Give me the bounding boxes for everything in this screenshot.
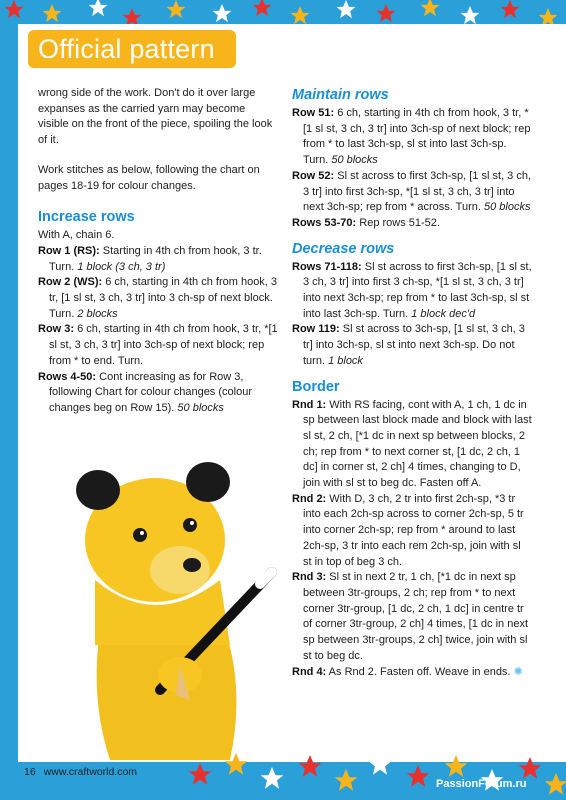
yarn-ball-icon: ✺ bbox=[513, 665, 523, 678]
watermark: PassionForum.ru bbox=[436, 778, 527, 790]
footer-website-link[interactable]: www.craftworld.com bbox=[43, 766, 138, 778]
page-footer bbox=[24, 766, 137, 778]
increase-rows-heading: Increase rows bbox=[38, 209, 135, 226]
intro-paragraph-2: Work stitches as below, following the chart on pages 18-19 for colour changes. bbox=[38, 163, 260, 192]
pattern-row: Row 1 (RS): Starting in 4th ch from hook, 3 tr. Turn. 1 block (3 ch, 3 tr) bbox=[38, 244, 262, 273]
pattern-row: Row 52: Sl st across to first 3ch-sp, [1 sl st, 3 ch, 3 tr] into first 3ch-sp, *[1 sl st, 3 ch, 3 tr] into next 3ch-sp; rep from * across. Turn. 50 blocks bbox=[292, 169, 532, 214]
pattern-row: Rnd 1: With RS facing, cont with A, 1 ch, 1 dc in sp between last block made and block with last sl st, 2 ch, [*1 dc in next sp between blocks, 2 ch; rep from * to next corner st, [1 dc, 2 ch, 1 dc] in corner st, 2 ch] 4 times, changing to D, join with sl st to beg dc. Fasten off A. bbox=[292, 398, 532, 490]
pattern-row: Rnd 4: As Rnd 2. Fasten off. Weave in ends. ✺ bbox=[292, 665, 523, 678]
pattern-row: Row 3: 6 ch, starting in 4th ch from hook, 3 tr, *[1 sl st, 3 ch, 3 tr] into 3ch-sp of next block; rep from * to end. Turn. bbox=[38, 323, 278, 367]
pattern-row: Rnd 3: Sl st in next 2 tr, 1 ch, [*1 dc in next sp between 3tr-groups, 2 ch; rep from * to next corner 3tr-group, [1 dc, 2 ch, 1 dc] in centre tr of corner 3tr-group, 2 ch] 4 times, [1 dc in next sp between 3tr-groups, 2 ch] twice, join with sl st to beg dc. bbox=[292, 571, 528, 662]
pattern-row: Rnd 2: With D, 3 ch, 2 tr into first 2ch-sp, *3 tr into each 2ch-sp across to corner 2ch-sp, 5 tr into corner 2ch-sp; rep from * around to last 2ch-sp, 3 tr into each rem 2ch-sp, join with sl st in top of beg 3 ch. bbox=[292, 492, 524, 568]
puppet-bear-illustration bbox=[40, 430, 280, 760]
pattern-row: Rows 71-118: Sl st across to first 3ch-sp, [1 sl st, 3 ch, 3 tr] into first 3 ch-sp, *[1 sl st, 3 ch, 3 tr] into next 3ch-sp; rep from * to last 3ch-sp, sl st into last 3ch-sp. Turn. 1 block dec'd bbox=[292, 260, 532, 320]
intro-paragraph-1: wrong side of the work. Don't do it over large expanses as the carried yarn may become visible on the front of the piece, spoiling the look of it. bbox=[38, 87, 273, 147]
border-heading: Border bbox=[292, 378, 340, 395]
page-title: Official pattern bbox=[38, 34, 215, 64]
page-title-banner bbox=[28, 30, 236, 68]
pattern-row: Rows 53-70: Rep rows 51-52. bbox=[292, 216, 440, 229]
left-column bbox=[38, 86, 278, 417]
pattern-row: Row 51: 6 ch, starting in 4th ch from hook, 3 tr, *[1 sl st, 3 ch, 3 tr] into 3ch-sp of next block; rep from * to last 3ch-sp, sl st into last 3ch-sp. Turn. 50 blocks bbox=[292, 107, 531, 167]
increase-start: With A, chain 6. bbox=[38, 229, 115, 242]
pattern-row: Rows 4-50: Cont increasing as for Row 3, following Chart for colour changes (colour changes beg on Row 15). 50 blocks bbox=[38, 370, 252, 414]
pattern-row: Row 119: Sl st across to 3ch-sp, [1 sl st, 3 ch, 3 tr] into 3ch-sp, sl st into next 3ch-sp. Do not turn. 1 block bbox=[292, 323, 525, 367]
pattern-row: Row 2 (WS): 6 ch, starting in 4th ch from hook, 3 tr, [1 sl st, 3 ch, 3 tr] into 3 ch-sp of next block. Turn. 2 blocks bbox=[38, 276, 278, 320]
page-number: 16 bbox=[24, 766, 36, 778]
right-column bbox=[292, 86, 532, 680]
decrease-rows-heading: Decrease rows bbox=[292, 240, 395, 257]
maintain-rows-heading: Maintain rows bbox=[292, 87, 389, 103]
